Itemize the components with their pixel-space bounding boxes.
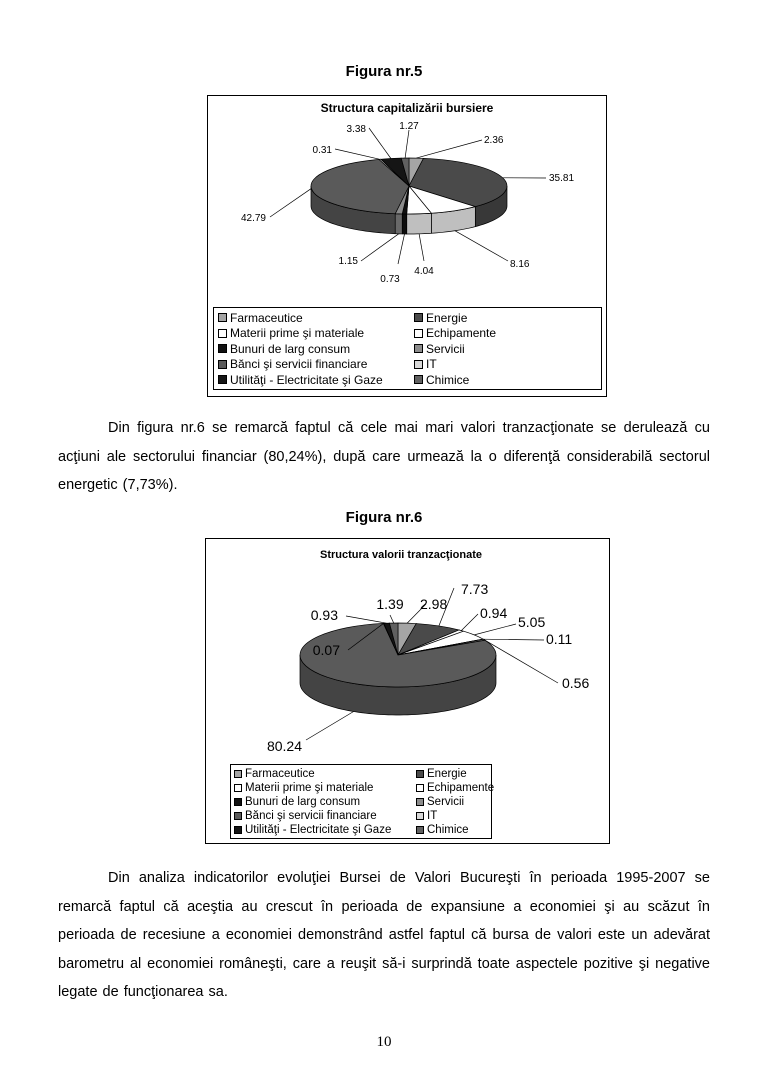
- figure-6-data-label-3: 5.05: [518, 614, 546, 630]
- figure-5-side-3: [407, 213, 432, 234]
- figure-5-legend-swatch-4: [218, 344, 227, 353]
- figure-5-leader-5: [361, 234, 399, 261]
- figure-5-legend-swatch-1: [414, 313, 423, 322]
- figure-5-data-label-8: 3.38: [346, 124, 366, 135]
- figure-5-data-label-0: 2.36: [484, 135, 504, 146]
- figure-5-legend-swatch-5: [414, 344, 423, 353]
- figure-6-data-label-8: 0.93: [310, 607, 338, 623]
- figure-5-leader-9: [405, 130, 409, 158]
- figure-5-legend-item-5: [414, 341, 597, 357]
- figure-6-data-label-6: 80.24: [266, 738, 302, 754]
- figure-5-legend-swatch-9: [414, 375, 423, 384]
- figure-5-legend-swatch-6: [218, 360, 227, 369]
- figure-5-legend-item-4: [218, 341, 408, 357]
- figure-5-legend-swatch-8: [218, 375, 227, 384]
- figure-6-data-label-2: 0.94: [480, 605, 508, 621]
- figure-6-legend-label-2: Materii prime şi materiale: [245, 782, 374, 794]
- figure-5-chart: [207, 95, 607, 397]
- figure-6-legend-item-6: [234, 809, 412, 823]
- figure-6-data-label-0: 2.98: [420, 596, 448, 612]
- figure-5-legend-label-4: Bunuri de larg consum: [230, 341, 351, 356]
- figure-5-leader-0: [416, 140, 482, 158]
- figure-6-leader-4: [483, 639, 544, 640]
- figure-6-legend-swatch-5: [416, 798, 424, 806]
- figure-5-data-label-7: 0.31: [312, 145, 332, 156]
- figure-6-legend-label-8: Utilităţi - Electricitate şi Gaze: [245, 824, 392, 836]
- figure-5-leader-6: [270, 188, 311, 217]
- figure-5-legend-swatch-7: [414, 360, 423, 369]
- figure-6-legend-swatch-2: [234, 784, 242, 792]
- figure-5-legend-label-2: Materii prime şi materiale: [230, 326, 365, 341]
- figure-6-legend-swatch-1: [416, 770, 424, 778]
- figure-5-legend-label-9: Chimice: [426, 372, 470, 387]
- figure-6-leader-3: [474, 624, 516, 635]
- figure-5-slices: [311, 158, 507, 214]
- figure-5-legend-swatch-2: [218, 329, 227, 338]
- figure-6-legend-item-7: [416, 809, 494, 823]
- figure-6-legend-grid: [234, 767, 495, 837]
- figure-5-legend-label-8: Utilităţi - Electricitate şi Gaze: [230, 372, 383, 387]
- figure-6-legend-swatch-6: [234, 812, 242, 820]
- figure-6-legend-item-4: [234, 795, 412, 809]
- figure-6-data-label-4: 0.11: [546, 631, 573, 647]
- figure-6-legend-swatch-7: [416, 812, 424, 820]
- figure-5-legend-swatch-3: [414, 329, 423, 338]
- figure-6-legend-swatch-8: [234, 826, 242, 834]
- figure-5-caption: Figura nr.5: [345, 63, 423, 80]
- figure-6-legend-label-0: Farmaceutice: [245, 768, 315, 780]
- figure-6-legend-label-5: Servicii: [427, 796, 465, 808]
- figure-6-data-label-1: 7.73: [461, 581, 489, 597]
- figure-5-legend-label-0: Farmaceutice: [230, 310, 303, 325]
- figure-6-legend-swatch-3: [416, 784, 424, 792]
- figure-5-data-label-2: 8.16: [510, 259, 530, 270]
- figure-6-caption: Figura nr.6: [345, 509, 423, 526]
- figure-5-legend-item-0: [218, 310, 408, 326]
- figure-6-legend-item-3: [416, 781, 494, 795]
- figure-5-legend-grid: [218, 310, 597, 388]
- figure-6-legend-item-0: [234, 767, 412, 781]
- figure-5-legend-item-9: [414, 372, 597, 388]
- figure-5-legend-label-1: Energie: [426, 310, 468, 325]
- figure-6-data-label-7: 0.07: [312, 642, 340, 658]
- figure-5-legend-item-8: [218, 372, 408, 388]
- figure-6-legend-item-8: [234, 823, 412, 837]
- figure-6-leader-2: [461, 614, 478, 631]
- figure-6-legend-item-2: [234, 781, 412, 795]
- figure-6-legend-label-7: IT: [427, 810, 438, 822]
- figure-5-leader-4: [398, 234, 405, 264]
- figure-5-data-label-3: 4.04: [414, 266, 434, 277]
- figure-5-data-label-9: 1.27: [399, 121, 419, 132]
- paragraph-1: Din figura nr.6 se remarcă faptul că cele mai mari valori tranzacţionate se derulează cu acţiuni ale sectorului financiar (80,24%), după care urmează la o diferenţă considerabilă sectorul energetic (7,73%).: [58, 420, 710, 493]
- figure-5-side-4: [402, 214, 406, 234]
- figure-5-data-label-6: 42.79: [240, 213, 266, 224]
- figure-6-leader-8: [346, 616, 387, 623]
- figure-5-legend-item-1: [414, 310, 597, 326]
- page-number: 10: [376, 1034, 392, 1050]
- figure-6-leader-9: [390, 615, 394, 623]
- figure-5-data-label-5: 1.15: [338, 256, 358, 267]
- figure-5-legend-item-6: [218, 357, 408, 373]
- figure-6-legend-label-9: Chimice: [427, 824, 469, 836]
- figure-6-legend-label-4: Bunuri de larg consum: [245, 796, 361, 808]
- figure-5-data-label-1: 35.81: [549, 173, 575, 184]
- figure-6-legend-label-3: Echipamente: [427, 782, 495, 794]
- figure-6-chart: [205, 538, 610, 844]
- figure-5-data-label-4: 0.73: [380, 274, 400, 285]
- figure-6-legend-item-9: [416, 823, 494, 837]
- figure-5-legend: [213, 307, 602, 390]
- figure-5-legend-label-3: Echipamente: [426, 326, 497, 341]
- figure-5-title: Structura capitalizării bursiere: [320, 101, 494, 115]
- figure-5-legend-item-2: [218, 326, 408, 342]
- figure-6-legend-item-1: [416, 767, 494, 781]
- figure-5-leader-7: [335, 149, 380, 159]
- figure-5-leader-8: [369, 128, 391, 159]
- figure-5-legend-item-3: [414, 326, 597, 342]
- figure-6-legend-label-1: Energie: [427, 768, 467, 780]
- figure-5-leader-2: [455, 231, 508, 261]
- figure-6-title: Structura valorii tranzacţionate: [320, 549, 482, 561]
- paragraph-2: Din analiza indicatorilor evoluţiei Bursei de Valori Bucureşti în perioada 1995-2007 se remarcă faptul că aceştia au crescut în perioada de expansiune a economiei şi au scăzut în perioada de recesiune a economiei demonstrând astfel faptul că bursa de valori este un adevărat barometru al economiei româneşti, care a reuşit să-i surprindă toate aspectele pozitive şi negative legate de funcţionarea sa.: [58, 870, 710, 1000]
- figure-6-data-label-5: 0.56: [562, 675, 590, 691]
- figure-6-legend-swatch-0: [234, 770, 242, 778]
- figure-5-side-5: [395, 214, 402, 234]
- figure-5-leader-3: [419, 234, 424, 261]
- figure-5-legend-label-5: Servicii: [426, 341, 465, 356]
- figure-5-legend-label-6: Bănci şi servicii financiare: [230, 357, 368, 372]
- figure-6-legend-label-6: Bănci şi servicii financiare: [245, 810, 377, 822]
- figure-6-leader-6: [306, 712, 354, 741]
- figure-6-legend-swatch-9: [416, 826, 424, 834]
- figure-5-legend-item-7: [414, 357, 597, 373]
- figure-6-legend: [230, 764, 495, 839]
- figure-5-legend-label-7: IT: [426, 357, 437, 372]
- figure-6-data-label-9: 1.39: [376, 596, 404, 612]
- figure-5-legend-swatch-0: [218, 313, 227, 322]
- figure-6-legend-item-5: [416, 795, 494, 809]
- figure-6-legend-swatch-4: [234, 798, 242, 806]
